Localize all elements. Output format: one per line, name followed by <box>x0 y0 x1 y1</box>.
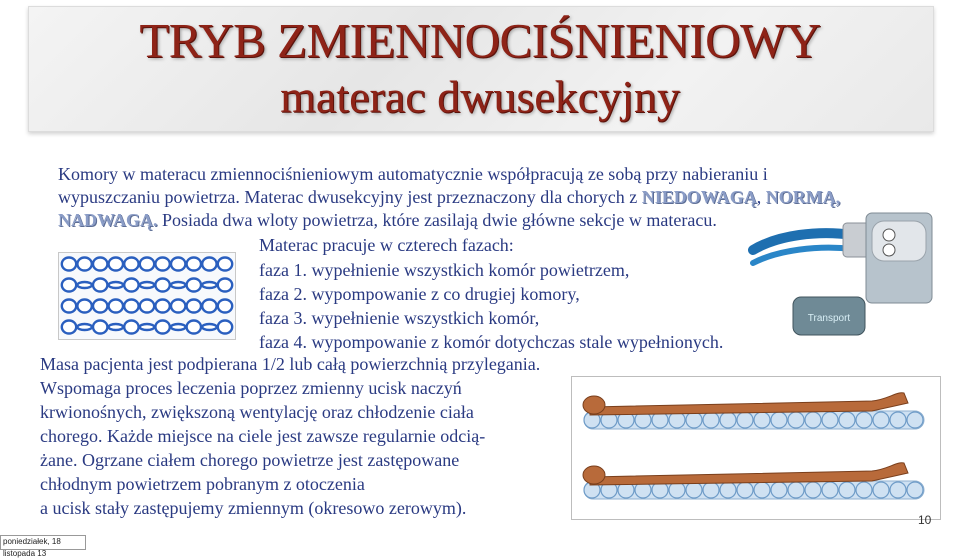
air-chamber-cell <box>202 258 216 271</box>
air-chamber-cell <box>218 300 232 313</box>
air-chamber-cell <box>187 321 201 334</box>
air-chamber-cell <box>187 300 201 313</box>
air-chamber-cell <box>124 300 138 313</box>
patient-mattress-photo <box>571 376 941 520</box>
port-socket-icon-2 <box>883 244 895 256</box>
air-chamber-cell <box>202 300 216 313</box>
air-chamber-cell <box>155 300 169 313</box>
air-chamber-cell <box>62 258 76 271</box>
air-chamber-cell <box>109 282 123 288</box>
intro-line-2 <box>58 186 840 208</box>
air-chamber-cell <box>171 324 185 330</box>
air-chamber-cell <box>218 321 232 334</box>
phase-3: faza 3. wypełnienie wszystkich komór, <box>259 308 540 328</box>
air-chamber-cell <box>218 258 232 271</box>
air-chamber-cell <box>124 279 138 292</box>
patient-head <box>583 466 605 484</box>
transport-label: Transport <box>807 313 851 324</box>
body-line-5: żane. Ogrzane ciałem chorego powietrze jest zastępowane <box>40 450 460 470</box>
air-chamber-cell <box>171 282 185 288</box>
phase-1: faza 1. wypełnienie wszystkich komór powietrzem, <box>259 260 630 280</box>
patient-body <box>590 393 908 415</box>
air-chamber-cell <box>124 258 138 271</box>
body-line-4: chorego. Każde miejsce na ciele jest zawsze regularnie odcią- <box>40 426 486 446</box>
air-chamber-cell <box>124 321 138 334</box>
air-chamber-cell <box>140 258 154 271</box>
patient-head <box>583 396 605 414</box>
photo-layer <box>583 393 924 499</box>
air-chamber-cell <box>202 282 216 288</box>
pump-port-plate-icon <box>872 221 926 261</box>
slide-title: TRYB ZMIENNOCIŚNIENIOWY <box>139 13 821 68</box>
footer-date: poniedziałek, 18 listopada 13 <box>0 535 86 550</box>
phases-heading: Materac pracuje w czterech fazach: <box>259 235 514 255</box>
air-chamber-cell <box>62 300 76 313</box>
body-line-3: krwionośnych, zwiększoną wentylację oraz chłodzenie ciała <box>40 402 474 422</box>
intro-line-3 <box>58 209 717 231</box>
highlight-overweight: NADWAGĄ. <box>58 210 158 230</box>
air-chamber-cell <box>155 258 169 271</box>
patient-body <box>590 463 908 485</box>
air-chamber-cell <box>218 279 232 292</box>
air-chamber-cell <box>77 258 91 271</box>
air-pump-image <box>748 205 938 350</box>
mattress-chamber-diagram <box>58 252 236 340</box>
phase-2: faza 2. wypompowanie z co drugiej komory, <box>259 284 580 304</box>
body-line-7: a ucisk stały zastępujemy zmiennym (okresowo zerowym). <box>40 498 467 518</box>
air-chamber-cell <box>93 300 107 313</box>
air-chamber-cell <box>93 258 107 271</box>
body-line-1: Masa pacjenta jest podpierana 1/2 lub całą powierzchnią przylegania. <box>40 354 541 374</box>
port-socket-icon <box>883 229 895 241</box>
air-chamber-cell <box>171 300 185 313</box>
air-chamber-cell <box>93 321 107 334</box>
page-number: 10 <box>918 513 932 527</box>
air-chamber-cell <box>187 279 201 292</box>
air-chamber-cell <box>93 279 107 292</box>
air-hose-icon-2 <box>753 248 853 263</box>
air-chamber-cell <box>140 282 154 288</box>
highlight-normal: NORMĄ, <box>765 187 841 207</box>
intro-line-3-text: Posiada dwa wloty powietrza, które zasilają dwie główne sekcje w materacu. <box>157 210 717 230</box>
air-chamber-cell <box>171 258 185 271</box>
air-chamber-cell <box>77 324 91 330</box>
slide-subtitle: materac dwusekcyjny <box>280 71 680 122</box>
air-chamber-cell <box>62 279 76 292</box>
air-chamber-cell <box>109 258 123 271</box>
air-chamber-cell <box>77 282 91 288</box>
air-chamber-cell <box>109 300 123 313</box>
air-chamber-cell <box>140 300 154 313</box>
phase-4: faza 4. wypompowanie z komór dotychczas stale wypełnionych. <box>259 332 724 352</box>
intro-line-2-text: wypuszczaniu powietrza. Materac dwusekcyjny jest przeznaczony dla chorych z <box>58 187 642 207</box>
air-chamber-cell <box>187 258 201 271</box>
air-chamber-cell <box>140 324 154 330</box>
separator: , <box>756 187 766 207</box>
chamber-cells <box>62 258 232 334</box>
highlight-underweight: NIEDOWAGĄ <box>641 187 757 207</box>
air-chamber-cell <box>62 321 76 334</box>
air-chamber-cell <box>202 324 216 330</box>
air-chamber-cell <box>155 279 169 292</box>
air-chamber-cell <box>77 300 91 313</box>
body-line-6: chłodnym powietrzem pobranym z otoczenia <box>40 474 365 494</box>
body-line-2: Wspomaga proces leczenia poprzez zmienny ucisk naczyń <box>40 378 462 398</box>
air-chamber-cell <box>109 324 123 330</box>
intro-line-1: Komory w materacu zmiennociśnieniowym automatycznie współpracują ze sobą przy nabieraniu i <box>58 164 768 184</box>
air-chamber-cell <box>155 321 169 334</box>
